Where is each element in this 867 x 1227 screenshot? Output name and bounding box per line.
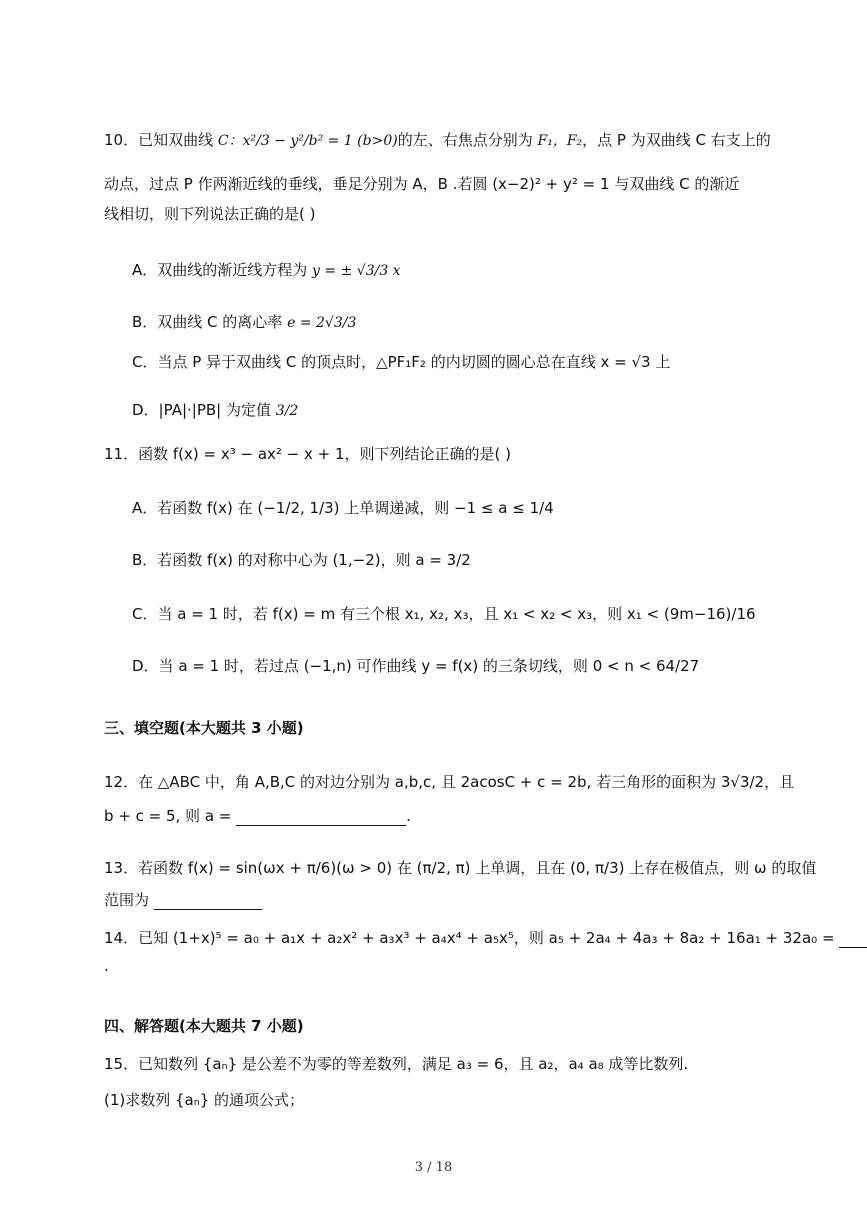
q12-line2-text: b + c = 5, 则 a = xyxy=(104,807,232,825)
section-3-heading: 三、填空题(本大题共 3 小题) xyxy=(104,719,304,737)
q14-answer-blank[interactable] xyxy=(839,931,867,948)
q10-option-c: C．当点 P 异于双曲线 C 的顶点时，△PF₁F₂ 的内切圆的圆心总在直线 x = √3 上 xyxy=(132,353,671,371)
q11-option-c: C．当 a = 1 时，若 f(x) = m 有三个根 x₁, x₂, x₃，且 x₁ < x₂ < x₃，则 x₁ < (9m−16)/16 xyxy=(132,605,756,623)
q14-line2: . xyxy=(104,957,109,975)
q14-line1-text: 14．已知 (1+x)⁵ = a₀ + a₁x + a₂x² + a₃x³ + a₄x⁴ + a₅x⁵，则 a₅ + 2a₄ + 4a₃ + 8a₂ + 16a₁ + 32a₀ = xyxy=(104,929,835,947)
q10-option-b xyxy=(132,312,356,333)
q10-option-b-text: B．双曲线 C 的离心率 xyxy=(132,313,283,331)
q11-option-d: D．当 a = 1 时，若过点 (−1,n) 可作曲线 y = f(x) 的三条切线，则 0 < n < 64/27 xyxy=(132,657,700,675)
q10-line1 xyxy=(104,130,771,151)
q10-option-d-text: D．|PA|·|PB| 为定值 xyxy=(132,401,271,419)
q10-option-d xyxy=(132,400,298,421)
q10-text3: ，点 P 为双曲线 C 右支上的 xyxy=(582,131,771,149)
q11-option-b: B．若函数 f(x) 的对称中心为 (1,−2)，则 a = 3/2 xyxy=(132,551,471,569)
q12-line2: b + c = 5, 则 a = . xyxy=(104,807,411,825)
q10-option-a xyxy=(132,260,401,281)
q13-line2-text: 范围为 xyxy=(104,891,150,909)
q10-text1: 已知双曲线 xyxy=(138,131,214,149)
q10-line2: 动点，过点 P 作两渐近线的垂线，垂足分别为 A，B .若圆 (x−2)² + y² = 1 与双曲线 C 的渐近 xyxy=(104,175,740,193)
q10-option-b-equation: e = 2√3/3 xyxy=(287,315,357,331)
q10-text2: 的左、右焦点分别为 xyxy=(397,131,533,149)
q13-answer-blank[interactable] xyxy=(154,893,262,910)
section-4-heading: 四、解答题(本大题共 7 小题) xyxy=(104,1017,304,1035)
q15-line2: (1)求数列 {aₙ} 的通项公式； xyxy=(104,1091,305,1109)
q11-stem: 11．函数 f(x) = x³ − ax² − x + 1，则下列结论正确的是( ) xyxy=(104,445,512,463)
q12-answer-blank[interactable] xyxy=(236,809,406,826)
q13-line1: 13．若函数 f(x) = sin(ωx + π/6)(ω > 0) 在 (π/2, π) 上单调，且在 (0, π/3) 上存在极值点，则 ω 的取值 xyxy=(104,859,817,877)
q14-line1 xyxy=(104,928,867,948)
q12-line1: 12．在 △ABC 中，角 A,B,C 的对边分别为 a,b,c, 且 2acosC + c = 2b, 若三角形的面积为 3√3/2，且 xyxy=(104,773,795,791)
q10-option-a-text: A．双曲线的渐近线方程为 xyxy=(132,261,308,279)
page-number: 3 / 18 xyxy=(414,1160,453,1175)
q10-option-d-value: 3/2 xyxy=(275,403,299,419)
q10-number: 10． xyxy=(104,131,139,149)
q10-foci: F₁，F₂ xyxy=(537,133,583,149)
q10-line3: 线相切，则下列说法正确的是( ) xyxy=(104,205,316,223)
q10-option-a-equation: y = ± √3/3 x xyxy=(312,263,401,279)
q13-line2 xyxy=(104,890,262,910)
q10-equation: C：x²/3 − y²/b² = 1 (b>0) xyxy=(217,133,398,149)
q11-option-a: A．若函数 f(x) 在 (−1/2, 1/3) 上单调递减，则 −1 ≤ a ≤ 1/4 xyxy=(132,499,554,517)
q15-line1: 15．已知数列 {aₙ} 是公差不为零的等差数列，满足 a₃ = 6，且 a₂，a₄ a₈ 成等比数列. xyxy=(104,1055,689,1073)
